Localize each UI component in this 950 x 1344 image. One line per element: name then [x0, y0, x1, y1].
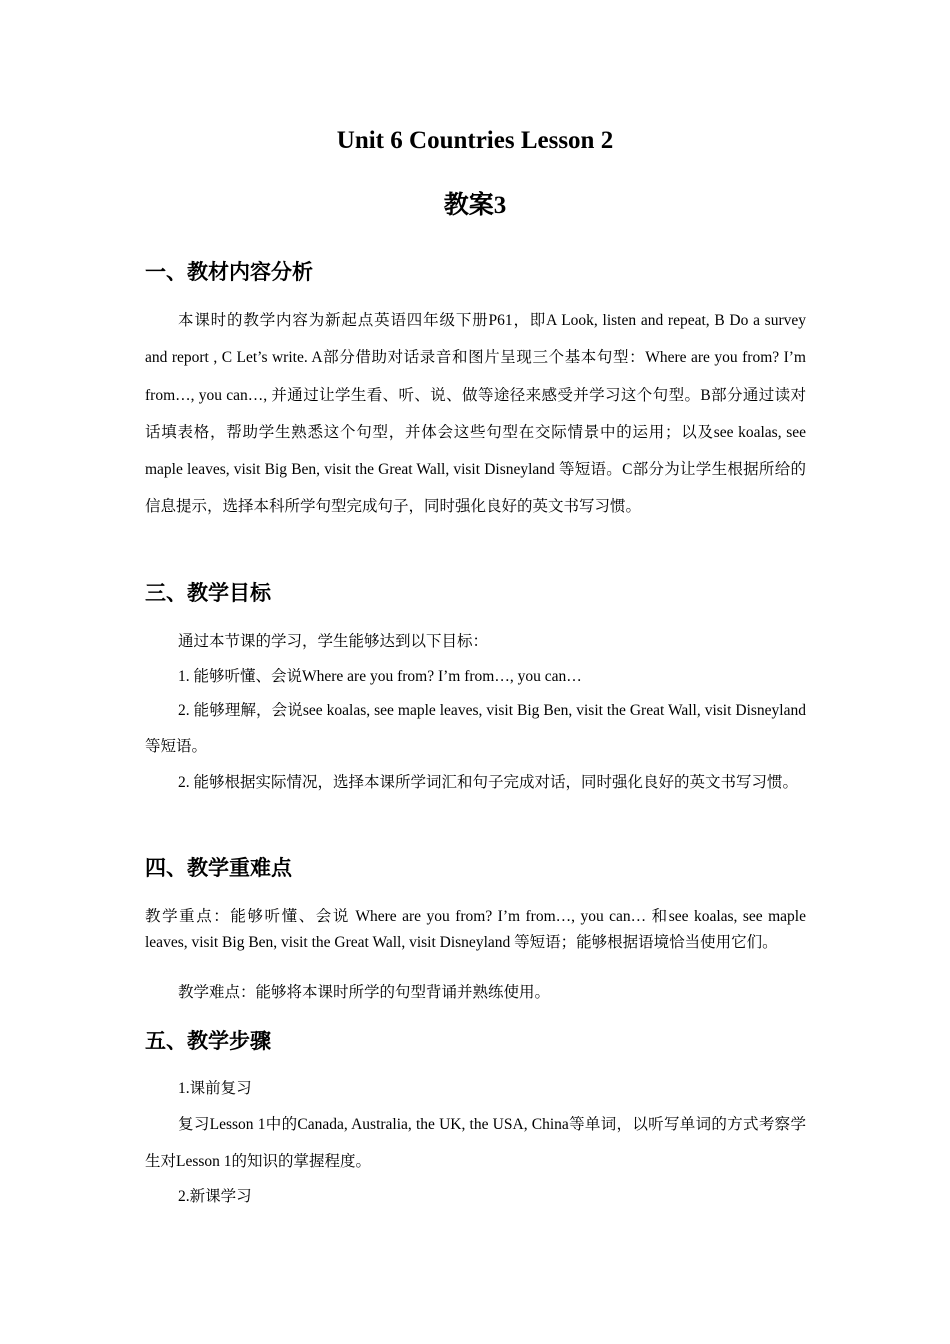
- section-heading-teaching-goals: 三、教学目标: [145, 581, 271, 605]
- document-title: Unit 6 Countries Lesson 2: [336, 127, 614, 154]
- goal-item-2: 2. 能够理解，会说see koalas, see maple leaves, visit Big Ben, visit the Great Wall, visit Disneyland 等短语。: [145, 702, 806, 755]
- content-analysis-paragraph: 本课时的教学内容为新起点英语四年级下册P61，即A Look, listen and repeat, B Do a survey and report , C Let’s write. A部分借助对话录音和图片呈现三个基本句型：Where are you from? I’m from…, you can…, 并通过让学生看、听、说、做等途径来感受并学习这个句型。B部分通过读对话填表格，帮助学生熟悉这个句型，并体会这些句型在交际情景中的运用；以及see koalas, see maple leaves, visit Big Ben, visit the Great Wall, visit Disneyland 等短语。C部分为让学生根据所给的信息提示，选择本科所学句型完成句子，同时强化良好的英文书写习惯。: [145, 312, 806, 516]
- document-subtitle: 教案3: [443, 192, 507, 219]
- step1-title: 1.课前复习: [178, 1080, 252, 1097]
- step1-paragraph: 复习Lesson 1中的Canada, Australia, the UK, the USA, China等单词，以听写单词的方式考察学生对Lesson 1的知识的掌握程度。: [145, 1116, 806, 1171]
- section-heading-content-analysis: 一、教材内容分析: [145, 260, 313, 284]
- step2-title: 2.新课学习: [178, 1188, 252, 1205]
- section-heading-teaching-steps: 五、教学步骤: [145, 1029, 271, 1053]
- section-heading-key-difficult-points: 四、教学重难点: [145, 856, 292, 880]
- goals-intro: 通过本节课的学习，学生能够达到以下目标：: [178, 633, 489, 650]
- key-point-paragraph: 教学重点：能够听懂、会说 Where are you from? I’m from…, you can… 和see koalas, see maple leaves, visit Big Ben, visit the Great Wall, visit Disneyland 等短语；能够根据语境恰当使用它们。: [145, 908, 806, 951]
- difficulty-paragraph: 教学难点：能够将本课时所学的句型背诵并熟练使用。: [178, 984, 551, 1001]
- goal-item-1: 1. 能够听懂、会说Where are you from? I’m from…, you can…: [178, 668, 582, 685]
- goal-item-3: 2. 能够根据实际情况，选择本课所学词汇和句子完成对话，同时强化良好的英文书写习惯。: [178, 774, 799, 791]
